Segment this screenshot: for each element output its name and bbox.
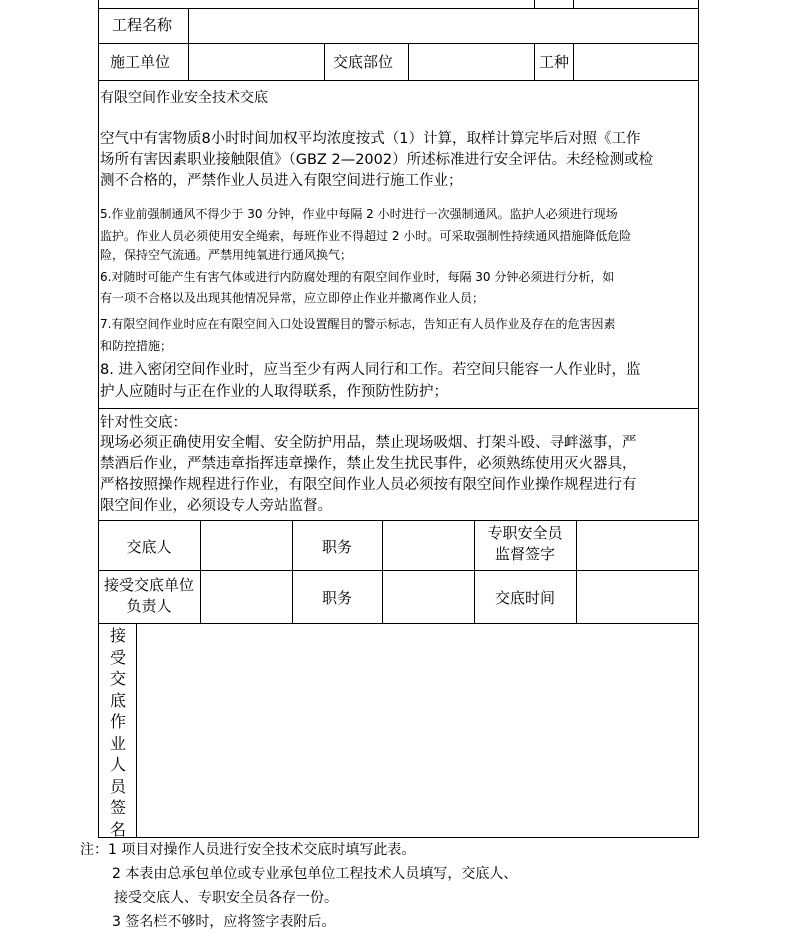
border-right	[698, 0, 699, 838]
targeted-text: 限空间作业，必须设专人旁站监督。	[100, 498, 332, 514]
content-item-7: 和防控措施；	[100, 339, 173, 353]
position-label: 职务	[321, 589, 352, 607]
content-paragraph: 测不合格的，严禁作业人员进入有限空间进行施工作业；	[100, 173, 463, 189]
divider	[534, 43, 535, 80]
receiver-label-line: 接受交底单位	[103, 576, 194, 594]
divider	[324, 43, 325, 80]
position-field[interactable]	[384, 572, 473, 622]
content-item-6: 有一项不合格以及出现其他情况异常，应立即停止作业并撤离作业人员；	[100, 291, 485, 305]
position-label: 职务	[321, 538, 352, 556]
divider	[136, 623, 137, 838]
work-type-label: 工种	[539, 53, 570, 71]
handover-person-label: 交底人	[126, 538, 172, 556]
divider	[573, 0, 574, 8]
handover-time-label: 交底时间	[494, 589, 555, 607]
project-name-label: 工程名称	[112, 16, 173, 34]
content-item-5: 监护。作业人员必须使用安全绳索，每班作业不得超过 2 小时。可采取强制性持续通风措施降低危险	[100, 229, 632, 243]
content-title: 有限空间作业安全技术交底	[100, 90, 268, 106]
targeted-text: 严格按照操作规程进行作业，有限空间作业人员必须按有限空间作业操作规程进行有	[100, 477, 637, 493]
note-line: 注：1 项目对操作人员进行安全技术交底时填写此表。	[80, 842, 416, 858]
targeted-text: 现场必须正确使用安全帽、安全防护用品，禁止现场吸烟、打架斗殴、寻衅滋事，严	[100, 435, 637, 451]
divider	[98, 80, 699, 81]
content-item-5: 险，保持空气流通。严禁用纯氧进行通风换气；	[100, 248, 353, 262]
divider	[534, 0, 535, 8]
receiver-label-line: 负责人	[126, 597, 172, 615]
divider	[98, 623, 699, 624]
divider	[98, 570, 699, 571]
handover-person-field[interactable]	[202, 522, 291, 569]
position-field[interactable]	[384, 522, 473, 569]
content-item-6: 6.对随时可能产生有害气体或进行内防腐处理的有限空间作业时，每隔 30 分钟必须进行分析，如	[100, 270, 615, 284]
workers-sign-label: 接受交底作业人员签名	[109, 626, 126, 839]
handover-time-field[interactable]	[578, 572, 696, 622]
receiver-label	[98, 575, 200, 617]
work-type-field[interactable]	[575, 45, 696, 79]
divider	[188, 8, 189, 80]
handover-part-label: 交底部位	[333, 53, 394, 71]
content-paragraph: 场所有害因素职业接触限值》（GBZ 2—2002）所述标准进行安全评估。未经检测或检	[100, 152, 654, 168]
border-left	[98, 0, 99, 838]
content-item-8: 8. 进入密闭空间作业时，应当至少有两人同行和工作。若空间只能容一人作业时，监	[100, 362, 641, 378]
construction-unit-field[interactable]	[190, 45, 322, 79]
notes	[80, 838, 517, 934]
divider	[408, 43, 409, 80]
handover-part-field[interactable]	[410, 45, 532, 79]
content-item-7: 7.有限空间作业时应在有限空间入口处设置醒目的警示标志，告知正有人员作业及存在的危害因素	[100, 317, 616, 331]
divider	[98, 408, 699, 409]
divider	[576, 520, 577, 623]
receiver-field[interactable]	[202, 572, 291, 622]
divider	[382, 520, 383, 623]
divider	[98, 520, 699, 521]
content-item-8: 护人应随时与正在作业的人取得联系，作预防性防护；	[100, 384, 448, 400]
content-paragraph: 空气中有害物质8小时时间加权平均浓度按式（1）计算，取样计算完毕后对照《工作	[100, 131, 641, 147]
note-line: 2 本表由总承包单位或专业承包单位工程技术人员填写，交底人、	[112, 866, 518, 882]
workers-sign-field[interactable]	[138, 625, 696, 836]
targeted-label: 针对性交底：	[100, 415, 187, 431]
targeted-text: 禁酒后作业，严禁违章指挥违章操作，禁止发生扰民事件，必须熟练使用灭火器具，	[100, 456, 637, 472]
safety-officer-label-line: 专职安全员	[487, 524, 563, 542]
construction-unit-label: 施工单位	[110, 53, 171, 71]
project-name-field[interactable]	[190, 10, 696, 42]
note-line: 3 签名栏不够时，应将签字表附后。	[112, 914, 336, 930]
safety-officer-label-line: 监督签字	[494, 545, 555, 563]
safety-officer-label	[474, 523, 576, 565]
note-line: 接受交底人、专职安全员各存一份。	[114, 890, 338, 906]
safety-officer-sign-field[interactable]	[578, 522, 696, 569]
divider	[200, 520, 201, 623]
content-item-5: 5.作业前强制通风不得少于 30 分钟，作业中每隔 2 小时进行一次强制通风。监护人必须进行现场	[100, 207, 618, 221]
divider	[573, 43, 574, 80]
